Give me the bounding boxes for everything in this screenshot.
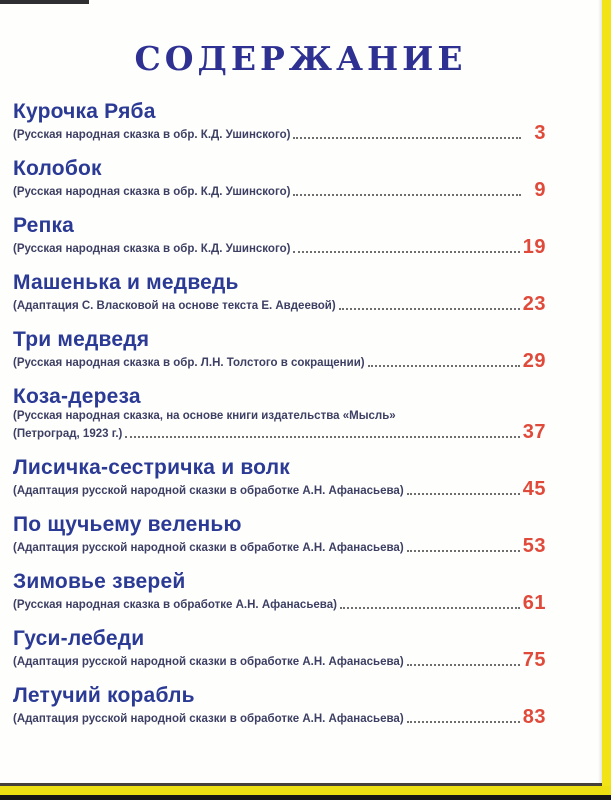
toc-entry-page-number: 75 bbox=[522, 648, 546, 671]
toc-entry bbox=[13, 157, 546, 199]
toc-content bbox=[13, 40, 546, 741]
toc-entry-title: По щучьему веленью bbox=[13, 512, 242, 536]
toc-entry-subrow bbox=[13, 648, 546, 671]
page-title: СОДЕРЖАНИЕ bbox=[134, 39, 467, 78]
toc-entry bbox=[13, 100, 546, 142]
toc-entry bbox=[13, 456, 546, 498]
toc-entry-page-number: 29 bbox=[522, 349, 546, 372]
toc-entry-page-number: 23 bbox=[522, 292, 546, 315]
toc-entry-subtitle: (Петроград, 1923 г.) bbox=[13, 427, 123, 440]
toc-entry-title: Зимовье зверей bbox=[13, 569, 186, 593]
scan-edge-bottom bbox=[0, 795, 611, 800]
toc-entry-subtitle: (Адаптация С. Власковой на основе текста Е. Авдеевой) bbox=[13, 299, 336, 312]
toc-entry-page-number: 45 bbox=[522, 477, 546, 500]
toc-entry bbox=[13, 271, 546, 313]
toc-entry-subtitle-line1: (Русская народная сказка, на основе книги издательства «Мысль» bbox=[13, 409, 396, 422]
toc-entry-title: Летучий корабль bbox=[13, 683, 195, 707]
toc-entry-subrow bbox=[13, 591, 546, 614]
toc-entry-subtitle: (Адаптация русской народной сказки в обработке А.Н. Афанасьева) bbox=[13, 655, 404, 668]
toc-entry-page-number: 61 bbox=[522, 591, 546, 614]
toc-entry-subrow bbox=[13, 420, 546, 443]
toc-entry-title: Колобок bbox=[13, 156, 102, 180]
toc-entry-title: Курочка Ряба bbox=[13, 99, 156, 123]
toc-entry-subtitle: (Русская народная сказка в обр. Л.Н. Толстого в сокращении) bbox=[13, 356, 365, 369]
dotted-leader bbox=[407, 721, 520, 723]
dotted-leader bbox=[125, 436, 519, 438]
toc-entry-page-number: 19 bbox=[522, 235, 546, 258]
toc-entry-subrow bbox=[13, 477, 546, 500]
cover-edge-bottom bbox=[0, 786, 611, 795]
toc-entry-subtitle: (Русская народная сказка в обр. К.Д. Ушинского) bbox=[13, 128, 291, 141]
toc-entry-subrow bbox=[13, 121, 546, 144]
toc-entry bbox=[13, 627, 546, 669]
toc-entry-subrow bbox=[13, 534, 546, 557]
toc-entry bbox=[13, 513, 546, 555]
toc-entry-subrow bbox=[13, 178, 546, 201]
toc-entry bbox=[13, 328, 546, 370]
toc-list bbox=[13, 100, 546, 726]
dotted-leader bbox=[293, 194, 521, 196]
toc-entry bbox=[13, 385, 546, 441]
toc-entry-page-number: 9 bbox=[534, 178, 546, 201]
toc-entry-subtitle: (Русская народная сказка в обр. К.Д. Ушинского) bbox=[13, 185, 291, 198]
toc-entry-page-number: 37 bbox=[522, 420, 546, 443]
scan-edge-top-left bbox=[0, 0, 89, 4]
dotted-leader bbox=[407, 550, 520, 552]
dotted-leader bbox=[407, 493, 520, 495]
dotted-leader bbox=[339, 308, 520, 310]
toc-entry-title: Гуси-лебеди bbox=[13, 626, 145, 650]
toc-entry-title: Лисичка-сестричка и волк bbox=[13, 455, 290, 479]
toc-entry-subtitle: (Русская народная сказка в обр. К.Д. Ушинского) bbox=[13, 242, 291, 255]
toc-entry bbox=[13, 684, 546, 726]
dotted-leader bbox=[368, 365, 520, 367]
toc-entry-subtitle: (Адаптация русской народной сказки в обработке А.Н. Афанасьева) bbox=[13, 484, 404, 497]
dotted-leader bbox=[340, 607, 520, 609]
toc-entry-page-number: 83 bbox=[522, 705, 546, 728]
toc-entry bbox=[13, 214, 546, 256]
toc-entry-subtitle: (Адаптация русской народной сказки в обработке А.Н. Афанасьева) bbox=[13, 541, 404, 554]
cover-edge-right bbox=[602, 0, 611, 800]
toc-entry-subrow bbox=[13, 349, 546, 372]
dotted-leader bbox=[293, 137, 521, 139]
toc-entry-subtitle: (Русская народная сказка в обработке А.Н. Афанасьева) bbox=[13, 598, 337, 611]
dotted-leader bbox=[293, 251, 519, 253]
toc-entry-subrow bbox=[13, 705, 546, 728]
toc-entry-page-number: 53 bbox=[522, 534, 546, 557]
toc-entry-subrow bbox=[13, 292, 546, 315]
toc-entry-subtitle: (Адаптация русской народной сказки в обработке А.Н. Афанасьева) bbox=[13, 712, 404, 725]
toc-entry bbox=[13, 570, 546, 612]
toc-entry-title: Машенька и медведь bbox=[13, 270, 239, 294]
toc-entry-subrow bbox=[13, 235, 546, 258]
toc-entry-title: Три медведя bbox=[13, 327, 150, 351]
toc-entry-page-number: 3 bbox=[534, 121, 546, 144]
dotted-leader bbox=[407, 664, 520, 666]
toc-entry-title: Репка bbox=[13, 213, 75, 237]
toc-entry-title: Коза-дереза bbox=[13, 384, 141, 408]
